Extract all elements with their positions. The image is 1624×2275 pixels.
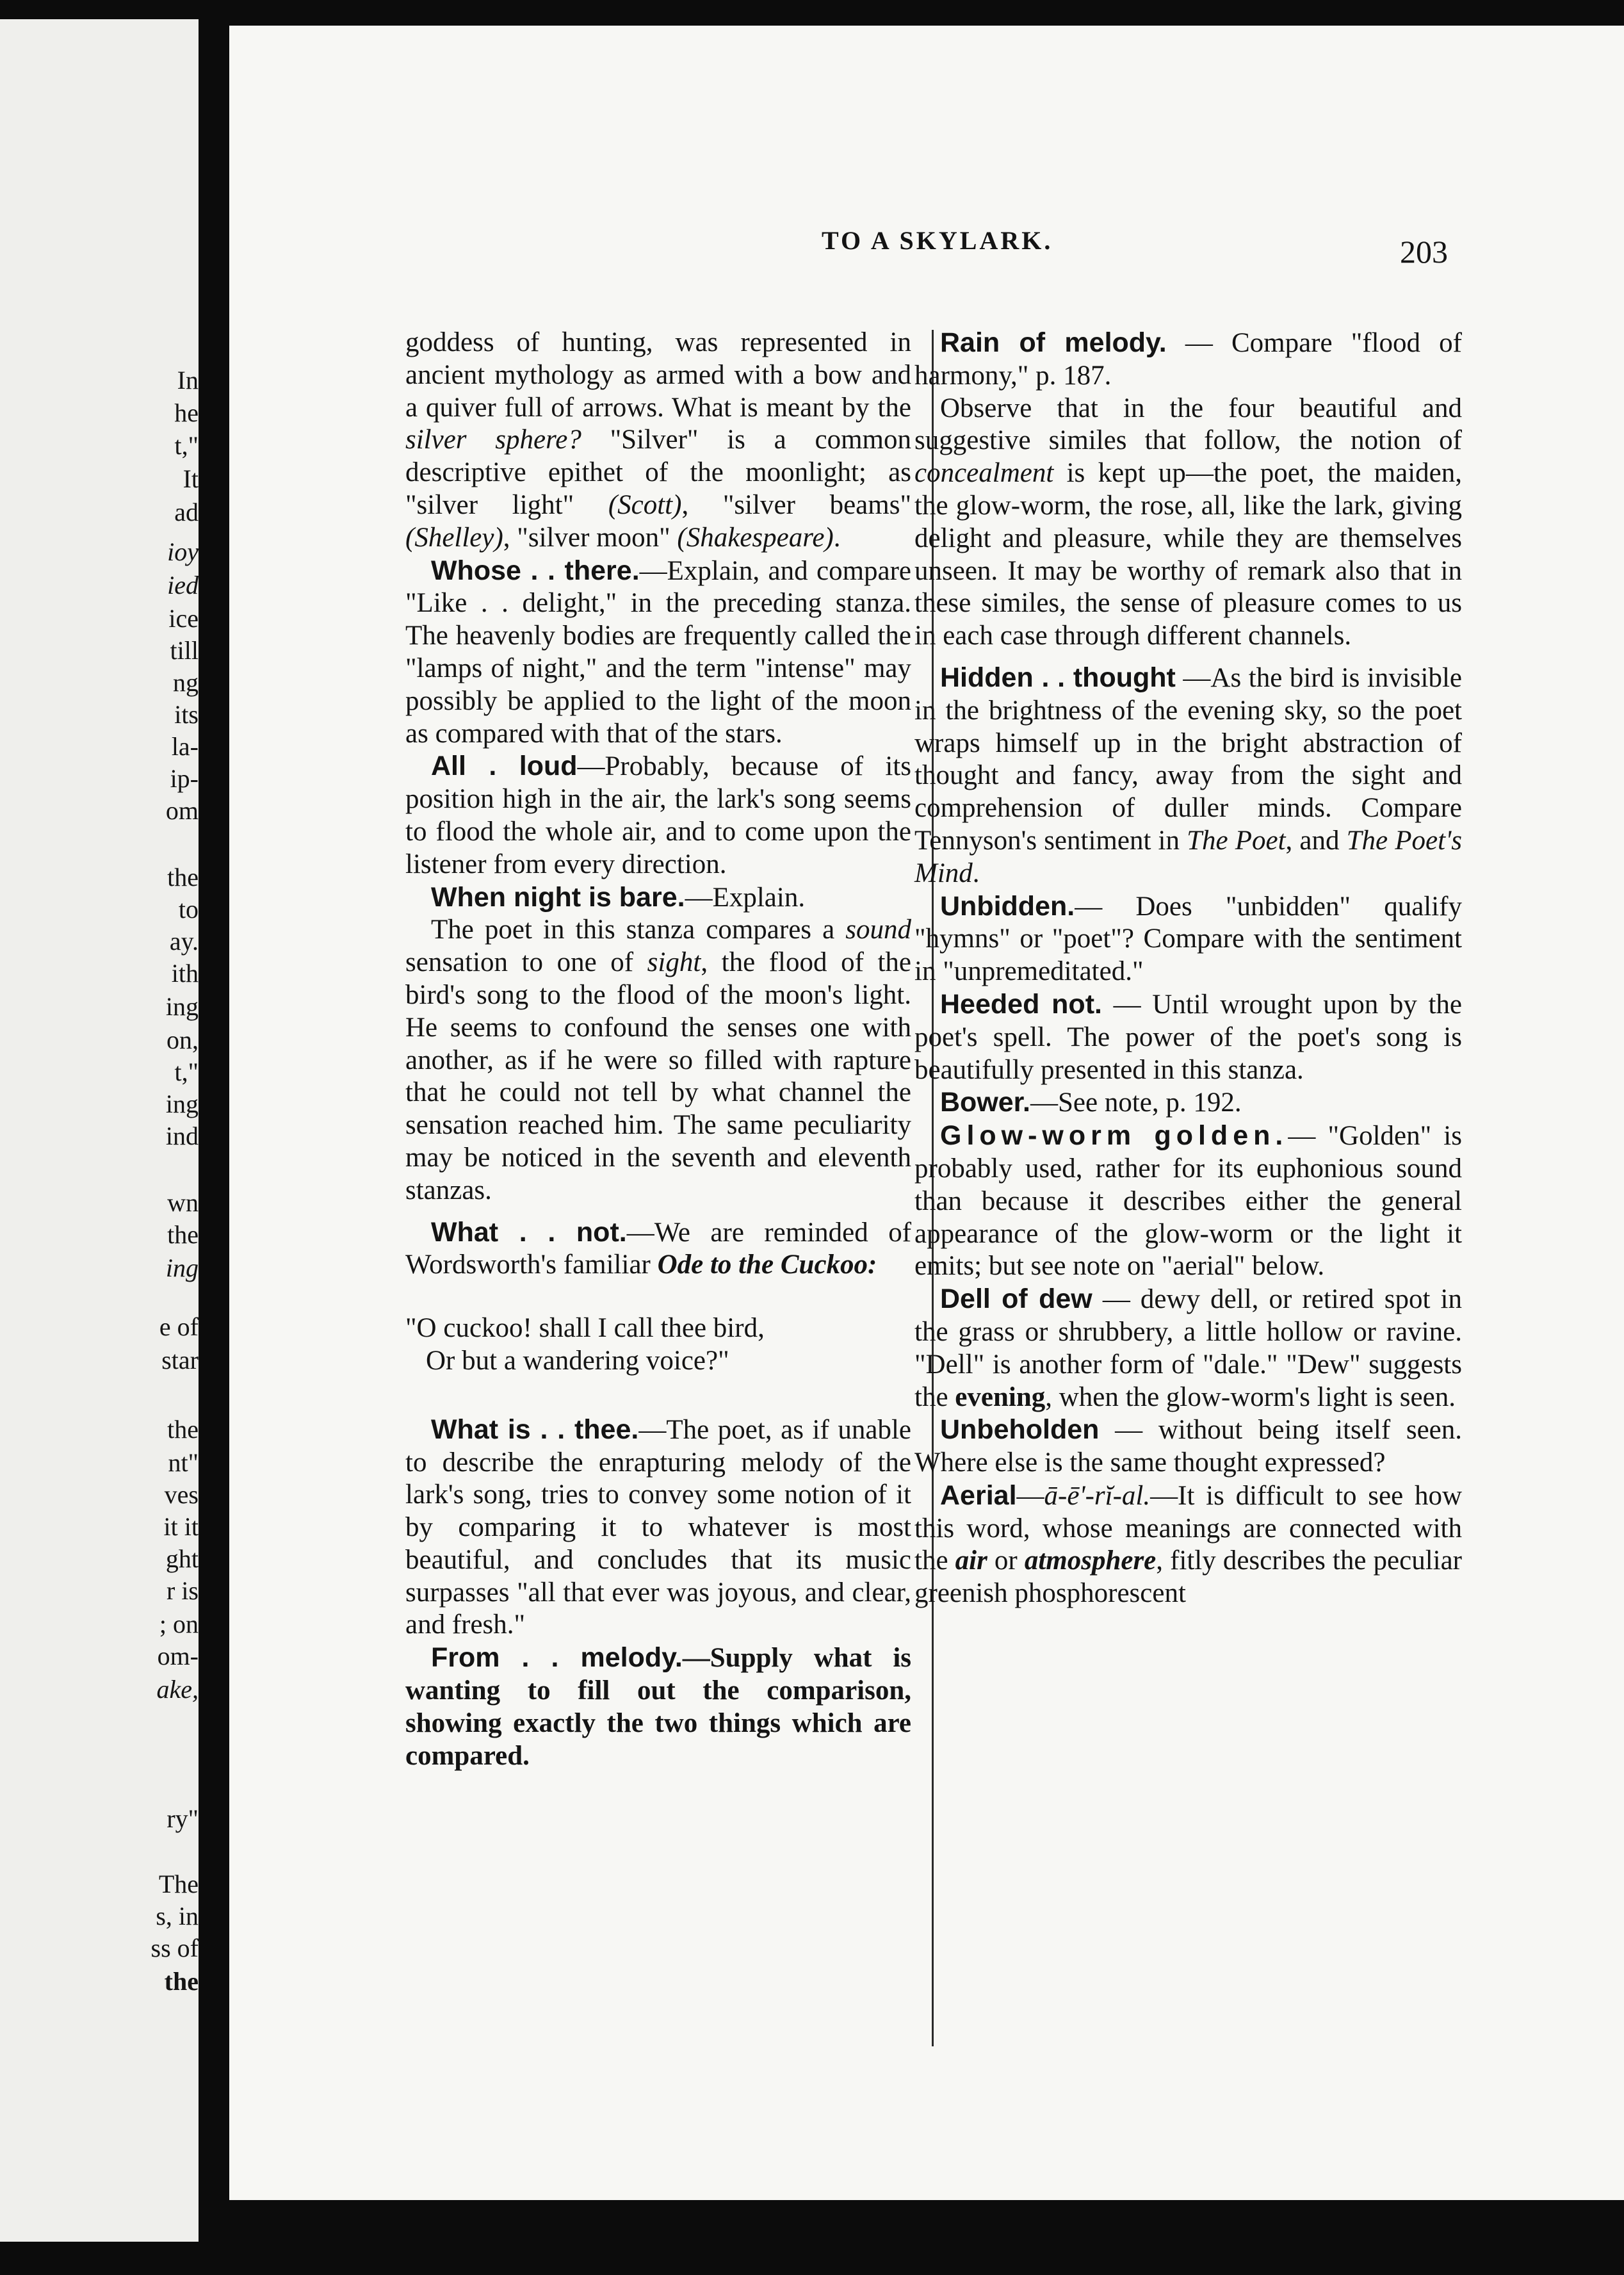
facing-page-fragment: star	[161, 1346, 199, 1374]
facing-page-fragment: t,"	[174, 431, 199, 460]
facing-page-fragment: ry"	[166, 1804, 199, 1833]
facing-page-fragment: ng	[173, 668, 199, 697]
note-what-not: What . . not.—We are reminded of Wordsworth's familiar Ode to the Cuckoo:	[405, 1216, 912, 1280]
running-head: TO A SKYLARK.	[822, 226, 1053, 255]
facing-page-fragment: ioy	[167, 537, 199, 566]
quotation-cuckoo	[405, 1312, 911, 1378]
left-column	[405, 327, 911, 1772]
note-when-night-is-bare: When night is bare.—Explain.	[431, 881, 806, 913]
lemma-heading: What . . not.	[431, 1216, 627, 1248]
lemma-heading: Unbidden.	[940, 890, 1075, 922]
facing-page-fragment: ay.	[169, 927, 199, 956]
note-aerial: Aerial—ā-ē'-rĭ-al.—It is difficult to see how this word, whose meanings are connected with the air or atmosphere, fitly describes the peculiar greenish phosphorescent	[914, 1480, 1462, 1609]
facing-page-fragment: to	[178, 895, 199, 924]
facing-page-fragment: It	[183, 464, 199, 493]
facing-page-fragment: its	[174, 700, 199, 729]
facing-page-fragment: it it	[163, 1512, 199, 1541]
facing-page-fragment: om	[165, 796, 199, 825]
facing-page-fragment: t,"	[174, 1057, 199, 1086]
facing-page-fragment: the	[164, 1967, 199, 1996]
facing-page-fragment: la-	[171, 732, 199, 761]
facing-page-fragment: In	[177, 366, 199, 395]
facing-page-fragment: ind	[165, 1121, 199, 1150]
facing-page-fragment: nt"	[168, 1448, 199, 1477]
note-all-loud: All . loud—Probably, because of its position high in the air, the lark's song seems to flood the whole air, and to come upon the listener from every direction.	[405, 751, 911, 879]
lemma-heading: Whose . . there.	[431, 555, 640, 586]
facing-page-fragment: ves	[164, 1480, 199, 1509]
quote-line: "O cuckoo! shall I call thee bird,	[405, 1313, 765, 1344]
facing-page-fragment: he	[174, 398, 199, 427]
lemma-heading: Dell of dew	[940, 1284, 1092, 1315]
lemma-heading: Heeded not.	[940, 988, 1102, 1020]
pronunciation: ā-ē'-rĭ-al.	[1044, 1480, 1151, 1511]
lemma-heading: Aerial	[940, 1480, 1017, 1511]
right-column	[914, 327, 1462, 1610]
note-whose-there: Whose . . there.—Explain, and compare "Like . . delight," in the preceding stanza. The heavenly bodies are frequently called the "lamps of night," and the term "intense" may possibly be applied to the light of the moon as compared with that of the stars.	[405, 555, 912, 749]
lemma-heading: All . loud	[431, 751, 578, 782]
facing-page-fragment: e of	[159, 1312, 199, 1341]
quote-line: Or but a wandering voice?"	[426, 1345, 729, 1376]
note-heeded-not: Heeded not. — Until wrought upon by the poet's spell. The power of the poet's song is beautifully presented in this stanza.	[914, 988, 1463, 1085]
facing-page-fragment: om-	[157, 1642, 199, 1670]
facing-page-fragment: r is	[166, 1576, 199, 1605]
lemma-heading: Rain of melody.	[940, 327, 1167, 358]
lemma-heading: Hidden . . thought	[940, 662, 1176, 693]
paragraph-sound-sight: The poet in this stanza compares a sound sensation to one of sight, the flood of the bird's song to the flood of the moon's light. He seems to confound the senses one with another, as if he were so filled with rapture that he could not tell by what channel the sensation reached him. The same peculiarity may be noticed in the seventh and eleventh stanzas.	[405, 915, 911, 1205]
lemma-heading: Bower.	[940, 1087, 1030, 1118]
facing-page-fragment: ss of	[150, 1934, 199, 1962]
facing-page-fragment: s, in	[156, 1902, 199, 1930]
lemma-heading: When night is bare.	[431, 881, 685, 913]
facing-page-fragment: ake,	[156, 1675, 199, 1704]
facing-page-fragment: ice	[168, 604, 199, 633]
book-page	[229, 26, 1624, 2200]
facing-page-fragment: ip-	[170, 764, 199, 793]
lemma-heading: Unbeholden	[940, 1414, 1100, 1446]
paragraph-diana: goddess of hunting, was represented in ancient mythology as armed with a bow and a quiver full of arrows. What is meant by the silver sphere? "Silver" is a common descriptive epithet of the moonlight; as "silver light" (Scott), "silver beams" (Shelley), "silver moon" (Shakespeare).	[405, 327, 911, 553]
cited-title: Ode to the Cuckoo:	[657, 1250, 877, 1280]
lemma-heading: What is . . thee.	[431, 1414, 639, 1445]
facing-page-fragment: the	[167, 1415, 199, 1444]
note-hidden-thought: Hidden . . thought —As the bird is invisible in the brightness of the evening sky, so the poet wraps himself up in the bright abstraction of thought and fancy, away from the sight and comprehension of duller minds. Compare Tennyson's sentiment in The Poet, and The Poet's Mind.	[914, 662, 1462, 888]
facing-page-fragment: the	[167, 863, 199, 892]
facing-page-fragment: ing	[165, 992, 199, 1021]
facing-page-fragment: on,	[166, 1025, 199, 1054]
paragraph-similes: Observe that in the four beautiful and suggestive similes that follow, the notion of concealment is kept up—the poet, the maiden, the glow-worm, the rose, all, like the lark, giving delight and pleasure, while they are themselves unseen. It may be worthy of remark also that in these similes, the sense of pleasure comes to us in each case through different channels.	[914, 393, 1462, 651]
lemma-heading: Glow-worm golden.	[940, 1120, 1288, 1152]
note-unbidden: Unbidden.— Does "unbidden" qualify "hymns" or "poet"? Compare with the sentiment in "unpremeditated."	[914, 890, 1462, 987]
facing-page-fragment: ght	[165, 1544, 199, 1573]
note-glow-worm-golden: Glow-worm golden.— "Golden" is probably used, rather for its euphonious sound than because it describes either the general appearance of the glow-worm or the light it emits; but see note on "aerial" below.	[914, 1120, 1462, 1282]
facing-page-fragment: ith	[171, 959, 199, 988]
facing-page-fragment: ing	[165, 1253, 199, 1282]
page-number: 203	[1400, 234, 1448, 270]
facing-page-fragment: till	[170, 636, 199, 665]
facing-page-fragment: ied	[167, 571, 199, 599]
note-rain-of-melody: Rain of melody. — Compare "flood of harmony," p. 187.	[914, 327, 1462, 391]
note-unbeholden: Unbeholden — without being itself seen. Where else is the same thought expressed?	[914, 1414, 1462, 1478]
note-bower: Bower.—See note, p. 192.	[940, 1087, 1242, 1118]
note-what-is-thee: What is . . thee.—The poet, as if unable to describe the enrapturing melody of the lark's song, tries to convey some notion of it by comparing it to whatever is most beautiful, and concludes that its music surpasses "all that ever was joyous, and clear, and fresh."	[405, 1414, 911, 1640]
facing-page	[0, 19, 199, 2242]
note-dell-of-dew: Dell of dew — dewy dell, or retired spot in the grass or shrubbery, a little hollow or ravine. "Dell" is another form of "dale." "Dew" suggests the evening, when the glow-worm's light is seen.	[914, 1284, 1462, 1412]
facing-page-fragment: The	[158, 1870, 199, 1898]
facing-page-fragment: ing	[165, 1089, 199, 1118]
facing-page-fragment: ad	[174, 498, 199, 526]
facing-page-fragment: ; on	[159, 1610, 199, 1638]
facing-page-fragment: wn	[167, 1188, 199, 1217]
facing-page-fragment: the	[167, 1220, 199, 1249]
lemma-heading: From . . melody.	[431, 1642, 683, 1674]
note-from-melody: From . . melody.—Supply what is wanting to fill out the comparison, showing exactly the two things which are compared.	[405, 1642, 911, 1771]
